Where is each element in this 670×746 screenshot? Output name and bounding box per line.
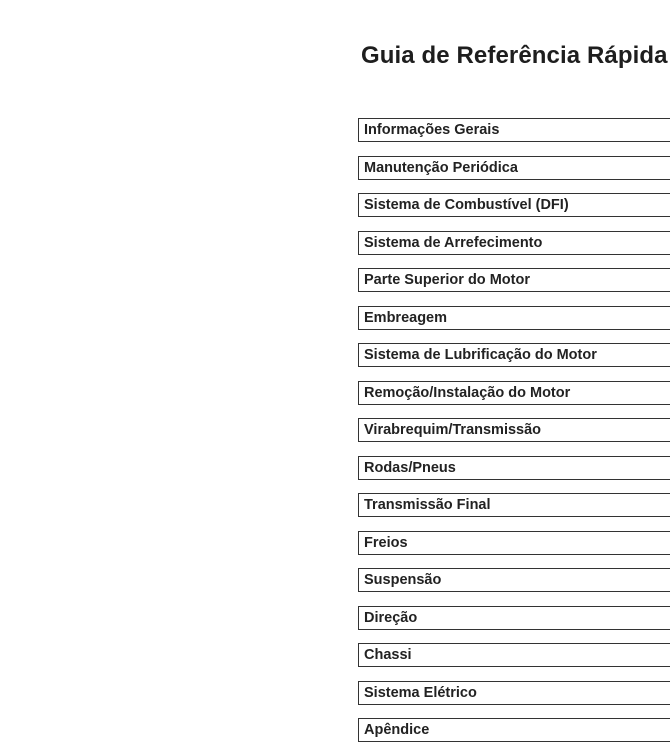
toc-item-transmissao-final[interactable] — [358, 493, 670, 517]
toc-item-manutencao-periodica[interactable] — [358, 156, 670, 180]
toc-item-label: Direção — [364, 609, 418, 626]
toc-item-label: Sistema de Arrefecimento — [364, 234, 543, 251]
toc-item-virabrequim-transmissao[interactable] — [358, 418, 670, 442]
toc-item-suspensao[interactable] — [358, 568, 670, 592]
toc-item-parte-superior-motor[interactable] — [358, 268, 670, 292]
toc-item-label: Sistema de Combustível (DFI) — [364, 197, 569, 213]
toc-item-informacoes-gerais[interactable] — [358, 118, 670, 142]
toc-item-label: Sistema Elétrico — [364, 684, 477, 701]
toc-item-label: Virabrequim/Transmissão — [364, 422, 542, 438]
toc-item-remocao-instalacao[interactable] — [358, 381, 670, 405]
toc-item-sistema-eletrico[interactable] — [358, 681, 670, 705]
toc-item-sistema-arrefecimento[interactable] — [358, 231, 670, 255]
toc-item-embreagem[interactable] — [358, 306, 670, 330]
toc-item-apendice[interactable] — [358, 718, 670, 742]
toc-item-label: Apêndice — [364, 722, 430, 738]
toc-item-label: Embreagem — [364, 309, 448, 326]
toc-item-label: Transmissão Final — [364, 497, 491, 513]
toc-item-label: Chassi — [364, 647, 412, 663]
toc-item-freios[interactable] — [358, 531, 670, 555]
toc-item-rodas-pneus[interactable] — [358, 456, 670, 480]
toc-item-label: Informações Gerais — [364, 122, 500, 138]
toc-item-direcao[interactable] — [358, 606, 670, 630]
toc-item-label: Rodas/Pneus — [364, 459, 456, 476]
toc-item-label: Suspensão — [364, 572, 442, 588]
page-title: Guia de Referência Rápida — [361, 42, 668, 69]
toc-item-sistema-combustivel[interactable] — [358, 193, 670, 217]
toc-item-label: Manutenção Periódica — [364, 159, 518, 176]
toc-item-label: Remoção/Instalação do Motor — [364, 384, 571, 401]
toc-item-label: Freios — [364, 534, 408, 551]
toc-item-label: Sistema de Lubrificação do Motor — [364, 347, 597, 363]
toc-item-label: Parte Superior do Motor — [364, 272, 530, 288]
toc-item-chassi[interactable] — [358, 643, 670, 667]
toc-item-sistema-lubrificacao[interactable] — [358, 343, 670, 367]
